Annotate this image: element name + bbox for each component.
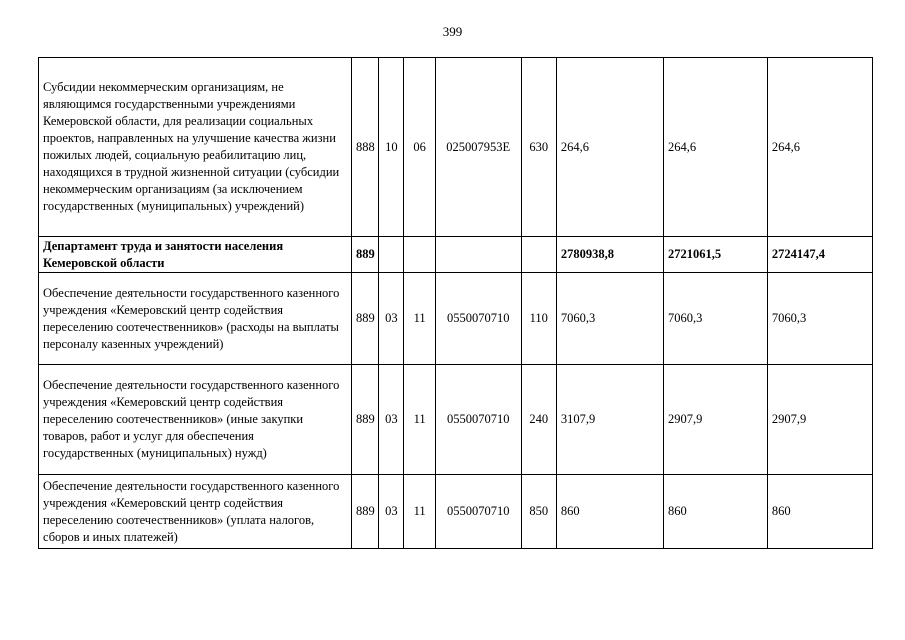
row-pr: 11 (404, 273, 435, 365)
table-row (39, 58, 873, 237)
row-year3: 860 (767, 475, 872, 549)
row-year2: 264,6 (663, 58, 767, 237)
table-row (39, 475, 873, 549)
row-year1: 264,6 (556, 58, 663, 237)
row-year3: 264,6 (767, 58, 872, 237)
row-rz (379, 237, 404, 273)
row-year3: 2724147,4 (767, 237, 872, 273)
row-pr: 06 (404, 58, 435, 237)
row-csr: 0550070710 (435, 475, 521, 549)
row-vr: 110 (521, 273, 556, 365)
row-vr: 240 (521, 365, 556, 475)
row-pr: 11 (404, 365, 435, 475)
row-ved: 889 (352, 365, 379, 475)
row-name: Обеспечение деятельности государственного казенного учреждения «Кемеровский центр содействия переселению соотечественников» (расходы на выплаты персоналу казенных учреждений) (39, 273, 352, 365)
row-vr: 850 (521, 475, 556, 549)
row-ved: 889 (352, 475, 379, 549)
row-csr: 025007953Е (435, 58, 521, 237)
row-rz: 03 (379, 475, 404, 549)
row-csr: 0550070710 (435, 273, 521, 365)
row-rz: 10 (379, 58, 404, 237)
row-year3: 2907,9 (767, 365, 872, 475)
row-year1: 7060,3 (556, 273, 663, 365)
table-row (39, 237, 873, 273)
table-row (39, 273, 873, 365)
row-csr (435, 237, 521, 273)
row-pr: 11 (404, 475, 435, 549)
row-pr (404, 237, 435, 273)
row-year1: 3107,9 (556, 365, 663, 475)
row-rz: 03 (379, 273, 404, 365)
row-year2: 860 (663, 475, 767, 549)
row-name: Обеспечение деятельности государственного казенного учреждения «Кемеровский центр содействия переселению соотечественников» (уплата налогов, сборов и иных платежей) (39, 475, 352, 549)
row-ved: 888 (352, 58, 379, 237)
row-ved: 889 (352, 237, 379, 273)
row-year3: 7060,3 (767, 273, 872, 365)
row-year2: 7060,3 (663, 273, 767, 365)
row-vr: 630 (521, 58, 556, 237)
row-name: Субсидии некоммерческим организациям, не являющимся государственными учреждениями Кемеровской области, для реализации социальных проектов, направленных на улучшение качества жизни пожилых людей, социальную реабилитацию лиц, находящихся в трудной жизненной ситуации (субсидии некоммерческим организациям (за исключением государственных (муниципальных) учреждений) (39, 58, 352, 237)
row-year2: 2907,9 (663, 365, 767, 475)
row-rz: 03 (379, 365, 404, 475)
row-year1: 2780938,8 (556, 237, 663, 273)
row-name: Департамент труда и занятости населения Кемеровской области (39, 237, 352, 273)
budget-table (38, 57, 873, 549)
row-year2: 2721061,5 (663, 237, 767, 273)
row-csr: 0550070710 (435, 365, 521, 475)
row-vr (521, 237, 556, 273)
row-year1: 860 (556, 475, 663, 549)
table-row (39, 365, 873, 475)
row-name: Обеспечение деятельности государственного казенного учреждения «Кемеровский центр содействия переселению соотечественников» (иные закупки товаров, работ и услуг для обеспечения государственных (муниципальных) нужд) (39, 365, 352, 475)
row-ved: 889 (352, 273, 379, 365)
page-number: 399 (442, 24, 463, 39)
